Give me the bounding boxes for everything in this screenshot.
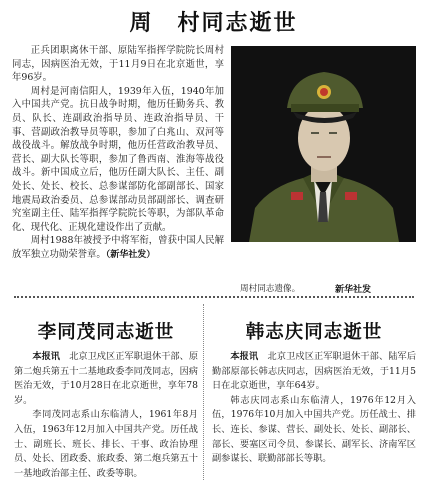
- section-divider: [14, 296, 414, 298]
- right-article-lead: 本报讯: [230, 351, 259, 362]
- right-paragraph-1: [212, 350, 416, 394]
- main-article-body: [12, 44, 224, 263]
- right-article-body: [212, 350, 416, 467]
- photo-source: 新华社发: [335, 285, 372, 295]
- right-paragraph-1-text: 北京卫戍区正军职退休干部、陆军后勤部原部长韩志庆同志，因病医治无效，于11月5日在北京逝世，享年64岁。: [212, 351, 417, 392]
- right-article-headline: 韩志庆同志逝世: [245, 322, 383, 343]
- portrait-photo: [231, 46, 416, 242]
- left-article-body: [14, 350, 198, 481]
- left-paragraph-2: 李同茂同志系山东临清人，1961年8月入伍，1963年12月加入中国共产党。历任战士、副班长、班长、排长、干事、政治协理员、处长、团政委、旅政委、第二炮兵第五十一基地政治部主任、政委等职。: [14, 409, 198, 479]
- left-paragraph-1-text: 北京卫戍区正军职退休干部、原第二炮兵第五十二基地政委李同茂同志，因病医治无效，于10月28日在北京逝世，享年78岁。: [14, 351, 199, 406]
- main-paragraph-2: 周村是河南信阳人，1939年入伍，1940年加入中国共产党。抗日战争时期，他历任勤务兵、教员、队长、连副政治指导员、连政治指导员、干事、营副政治教导员等职，参加了白兆山、双河等战役战斗。解放战争时期，他历任营政治教导员、营长、副大队长等职，参加了鲁西南、淮海等战役战斗。新中国成立后，他历任副大队长、主任、副处长、处长、校长、总参谋部防化部副部长、国家地震局政治委员、总参谋部动员部副部长、调查研究室副主任、陆军指挥学院院长等职，为部队革命化、现代化、正规化建设作出了贡献。: [12, 85, 224, 233]
- photo-caption: 周村同志遗像。: [240, 284, 301, 294]
- main-headline: 周 村同志逝世: [129, 11, 298, 36]
- main-paragraph-3: [12, 234, 224, 262]
- portrait-illustration: [231, 46, 416, 242]
- main-paragraph-1: 正兵团职离休干部、原陆军指挥学院院长周村同志，因病医治无效，于11月9日在北京逝世，享年96岁。: [12, 45, 224, 84]
- left-paragraph-1: [14, 350, 198, 408]
- main-source: （新华社发）: [105, 249, 156, 260]
- main-last-sentence: 周村1988年被授予中将军衔，曾获中国人民解放军独立功勋荣誉章。: [12, 235, 224, 260]
- left-article-headline: 李同茂同志逝世: [37, 322, 175, 343]
- right-paragraph-2: 韩志庆同志系山东临清人，1976年12月入伍，1976年10月加入中国共产党。历任战士、排长、连长、参谋、营长、副处长、处长、副部长、部长、要塞区司令员、参谋长、副军长、济南军区副参谋长、联勤部部长等职。: [212, 394, 416, 465]
- left-article-lead: 本报讯: [32, 351, 60, 362]
- column-divider: [203, 304, 204, 480]
